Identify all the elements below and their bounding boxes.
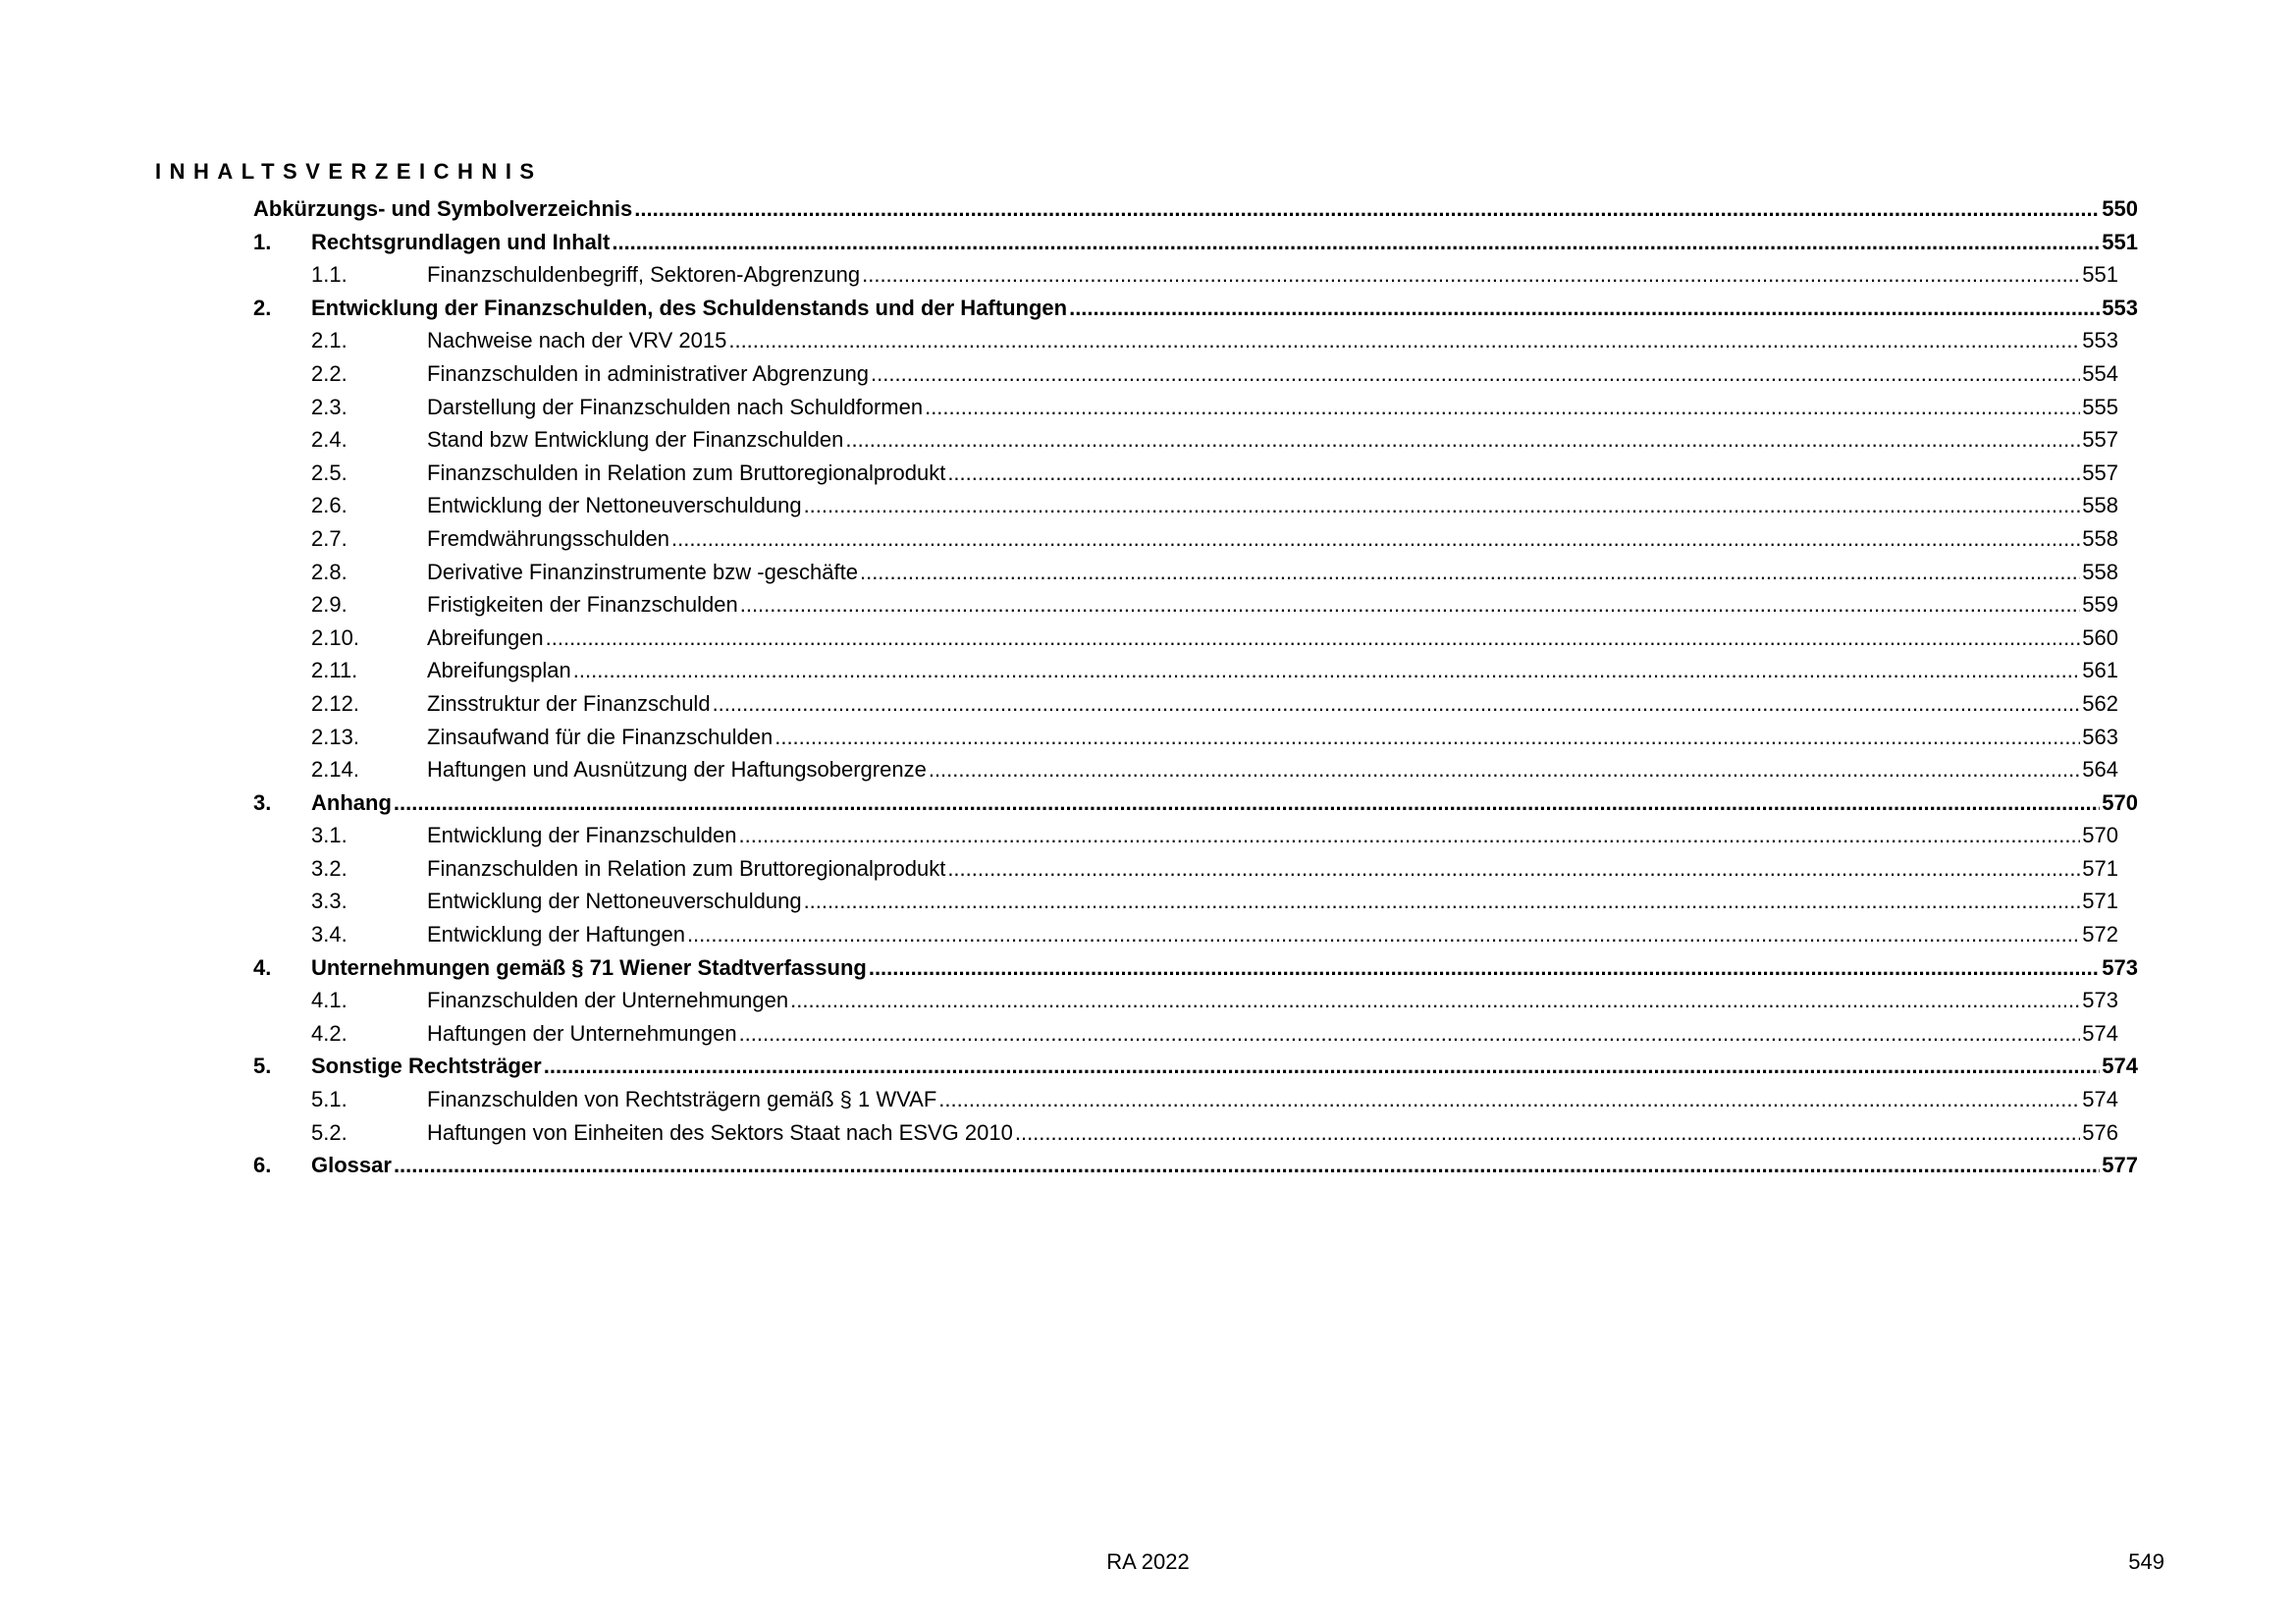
toc-entry-title: Abreifungen [427,624,544,650]
toc-dot-leader [573,654,2081,687]
toc-entry-title: Nachweise nach der VRV 2015 [427,328,727,353]
toc-entry-number: 5.2. [311,1119,347,1145]
toc-entry[interactable] [253,819,2138,852]
toc-entry-page: 553 [2082,328,2118,353]
toc-entry-title: Haftungen und Ausnützung der Haftungsobergrenze [427,757,927,783]
toc-dot-leader [739,819,2081,852]
toc-entry-number: 2.11. [311,658,358,683]
toc-dot-leader [671,522,2080,556]
toc-entry-title: Sonstige Rechtsträger [311,1054,542,1079]
toc-entry-title: Entwicklung der Haftungen [427,922,685,947]
toc-entry-page: 559 [2082,592,2118,618]
toc-entry[interactable] [253,258,2138,292]
toc-entry[interactable] [253,522,2138,556]
toc-dot-leader [938,1083,2080,1116]
toc-entry-number: 3.2. [311,855,347,881]
toc-entry-page: 551 [2082,262,2118,288]
toc-entry-page: 553 [2102,295,2138,320]
toc-entry[interactable] [253,753,2138,786]
toc-entry-number: 2.12. [311,690,359,716]
toc-dot-leader [713,687,2081,721]
toc-dot-leader [739,1017,2081,1051]
toc-entry-page: 551 [2102,229,2138,254]
toc-dot-leader [1069,292,2100,325]
toc-entry[interactable] [253,951,2138,985]
toc-entry-title: Entwicklung der Finanzschulden, des Schuldenstands und der Haftungen [311,295,1068,320]
toc-dot-leader [544,1050,2101,1083]
toc-entry-title: Finanzschulden von Rechtsträgern gemäß § 1 WVAF [427,1087,937,1112]
toc-entry-number: 2.5. [311,460,347,485]
toc-entry-page: 550 [2102,196,2138,221]
toc-entry-number: 4.2. [311,1020,347,1046]
toc-dot-leader [804,489,2081,522]
toc-entry-title: Finanzschulden in administrativer Abgrenzung [427,360,870,386]
toc-entry-number: 3.4. [311,922,347,947]
toc-entry-title: Entwicklung der Nettoneuverschuldung [427,493,802,518]
toc-dot-leader [634,192,2100,226]
toc-entry-number: 2.2. [311,360,347,386]
toc-entry-title: Haftungen der Unternehmungen [427,1020,737,1046]
toc-entry-number: 1. [253,229,272,254]
footer-report-label: RA 2022 [1106,1549,1190,1574]
toc-entry-number: 2.10. [311,624,359,650]
toc-entry-title: Darstellung der Finanzschulden nach Schuldformen [427,394,924,419]
toc-entry[interactable] [253,984,2138,1017]
toc-entry-number: 3. [253,789,272,815]
toc-entry-title: Stand bzw Entwicklung der Finanzschulden [427,427,844,453]
toc-entry-number: 3.1. [311,823,347,848]
toc-dot-leader [947,852,2080,886]
toc-entry-title: Finanzschulden in Relation zum Bruttoregionalprodukt [427,855,946,881]
toc-dot-leader [740,588,2081,622]
toc-entry-page: 577 [2102,1153,2138,1178]
toc-entry-number: 2.14. [311,757,359,783]
toc-entry-page: 571 [2082,855,2118,881]
toc-dot-leader [804,885,2081,918]
toc-dot-leader [394,1149,2100,1182]
toc-entry-number: 2.6. [311,493,347,518]
toc-entry-page: 557 [2082,427,2118,453]
toc-entry[interactable] [253,324,2138,357]
toc-entry-number: 2.9. [311,592,347,618]
toc-entry-title: Zinsstruktur der Finanzschuld [427,690,711,716]
toc-entry-title: Entwicklung der Nettoneuverschuldung [427,889,802,914]
toc-entry-title: Derivative Finanzinstrumente bzw -geschäfte [427,559,858,584]
toc-entry-page: 563 [2082,724,2118,749]
toc-entry-page: 571 [2082,889,2118,914]
toc-entry-title: Abreifungsplan [427,658,571,683]
toc-entry-title: Unternehmungen gemäß § 71 Wiener Stadtverfassung [311,954,867,980]
toc-dot-leader [1015,1116,2080,1150]
toc-dot-leader [869,951,2100,985]
toc-entry[interactable] [253,622,2138,655]
toc-entry-number: 2.4. [311,427,347,453]
toc-entry[interactable] [253,885,2138,918]
toc-dot-leader [925,391,2080,424]
toc-entry[interactable] [253,1083,2138,1116]
toc-entry-page: 574 [2102,1054,2138,1079]
toc-dot-leader [774,721,2080,754]
toc-entry-page: 570 [2102,789,2138,815]
toc-entry-title: Finanzschulden in Relation zum Bruttoregionalprodukt [427,460,946,485]
toc-dot-leader [394,786,2100,820]
toc-dot-leader [929,753,2080,786]
toc-entry-number: 5. [253,1054,272,1079]
toc-entry-number: 2.8. [311,559,347,584]
toc-entry-title: Fristigkeiten der Finanzschulden [427,592,738,618]
toc-entry-number: 6. [253,1153,272,1178]
toc-entry-page: 572 [2082,922,2118,947]
toc-entry[interactable] [253,1116,2138,1150]
toc-entry-number: 3.3. [311,889,347,914]
toc-entry[interactable] [253,687,2138,721]
toc-entry-page: 574 [2082,1087,2118,1112]
toc-entry-page: 555 [2082,394,2118,419]
toc-entry-page: 558 [2082,493,2118,518]
toc-entry[interactable] [253,391,2138,424]
toc-entry-title: Finanzschuldenbegriff, Sektoren-Abgrenzung [427,262,861,288]
toc-entry[interactable] [253,918,2138,951]
toc-entry[interactable] [253,292,2138,325]
toc-entry[interactable] [253,357,2138,391]
toc-dot-leader [862,258,2080,292]
toc-entry-title: Abkürzungs- und Symbolverzeichnis [253,196,633,221]
toc-dot-leader [687,918,2080,951]
toc-entry-title: Fremdwährungsschulden [427,525,670,551]
toc-dot-leader [845,423,2080,457]
toc-entry[interactable] [253,786,2138,820]
toc-dot-leader [728,324,2080,357]
toc-entry-page: 573 [2082,988,2118,1013]
toc-entry[interactable] [253,489,2138,522]
toc-entry-title: Haftungen von Einheiten des Sektors Staat nach ESVG 2010 [427,1119,1013,1145]
toc-dot-leader [790,984,2080,1017]
toc-entry-page: 564 [2082,757,2118,783]
toc-entry[interactable] [253,556,2138,589]
toc-entry-number: 4. [253,954,272,980]
toc-entry[interactable] [253,721,2138,754]
toc-entry-page: 561 [2082,658,2118,683]
toc-entry-number: 2.1. [311,328,347,353]
toc-entry-title: Entwicklung der Finanzschulden [427,823,737,848]
toc-dot-leader [612,226,2100,259]
toc-dot-leader [546,622,2081,655]
toc-entry-number: 5.1. [311,1087,347,1112]
toc-dot-leader [871,357,2080,391]
toc-entry[interactable] [253,423,2138,457]
toc-entry-page: 558 [2082,559,2118,584]
toc-dot-leader [947,457,2080,490]
toc-entry-page: 570 [2082,823,2118,848]
toc-entry[interactable] [253,226,2138,259]
toc-entry-title: Finanzschulden der Unternehmungen [427,988,789,1013]
toc-entry-page: 558 [2082,525,2118,551]
toc-dot-leader [860,556,2080,589]
toc-entry-number: 2.3. [311,394,347,419]
toc-entry-title: Zinsaufwand für die Finanzschulden [427,724,774,749]
toc-entry[interactable] [253,654,2138,687]
toc-entry-number: 1.1. [311,262,347,288]
toc-entry-page: 573 [2102,954,2138,980]
toc-entry[interactable] [253,1050,2138,1083]
toc-entry-page: 576 [2082,1119,2118,1145]
toc-entry-title: Anhang [311,789,392,815]
toc-entry-page: 560 [2082,624,2118,650]
toc-entry-title: Rechtsgrundlagen und Inhalt [311,229,611,254]
toc-entry-number: 2.13. [311,724,359,749]
toc-entry-title: Glossar [311,1153,392,1178]
toc-entry-number: 2. [253,295,272,320]
toc-entry[interactable] [253,588,2138,622]
toc-entry-page: 554 [2082,360,2118,386]
toc-entry[interactable] [253,1017,2138,1051]
toc-entry-page: 557 [2082,460,2118,485]
toc-entry[interactable] [253,192,2138,226]
footer-page-number: 549 [2128,1549,2164,1574]
table-of-contents [253,192,2138,1182]
page-title: INHALTSVERZEICHNIS [155,159,543,184]
toc-entry[interactable] [253,1149,2138,1182]
toc-entry[interactable] [253,457,2138,490]
toc-entry-page: 574 [2082,1020,2118,1046]
toc-entry-number: 4.1. [311,988,347,1013]
toc-entry-page: 562 [2082,690,2118,716]
toc-entry[interactable] [253,852,2138,886]
toc-entry-number: 2.7. [311,525,347,551]
